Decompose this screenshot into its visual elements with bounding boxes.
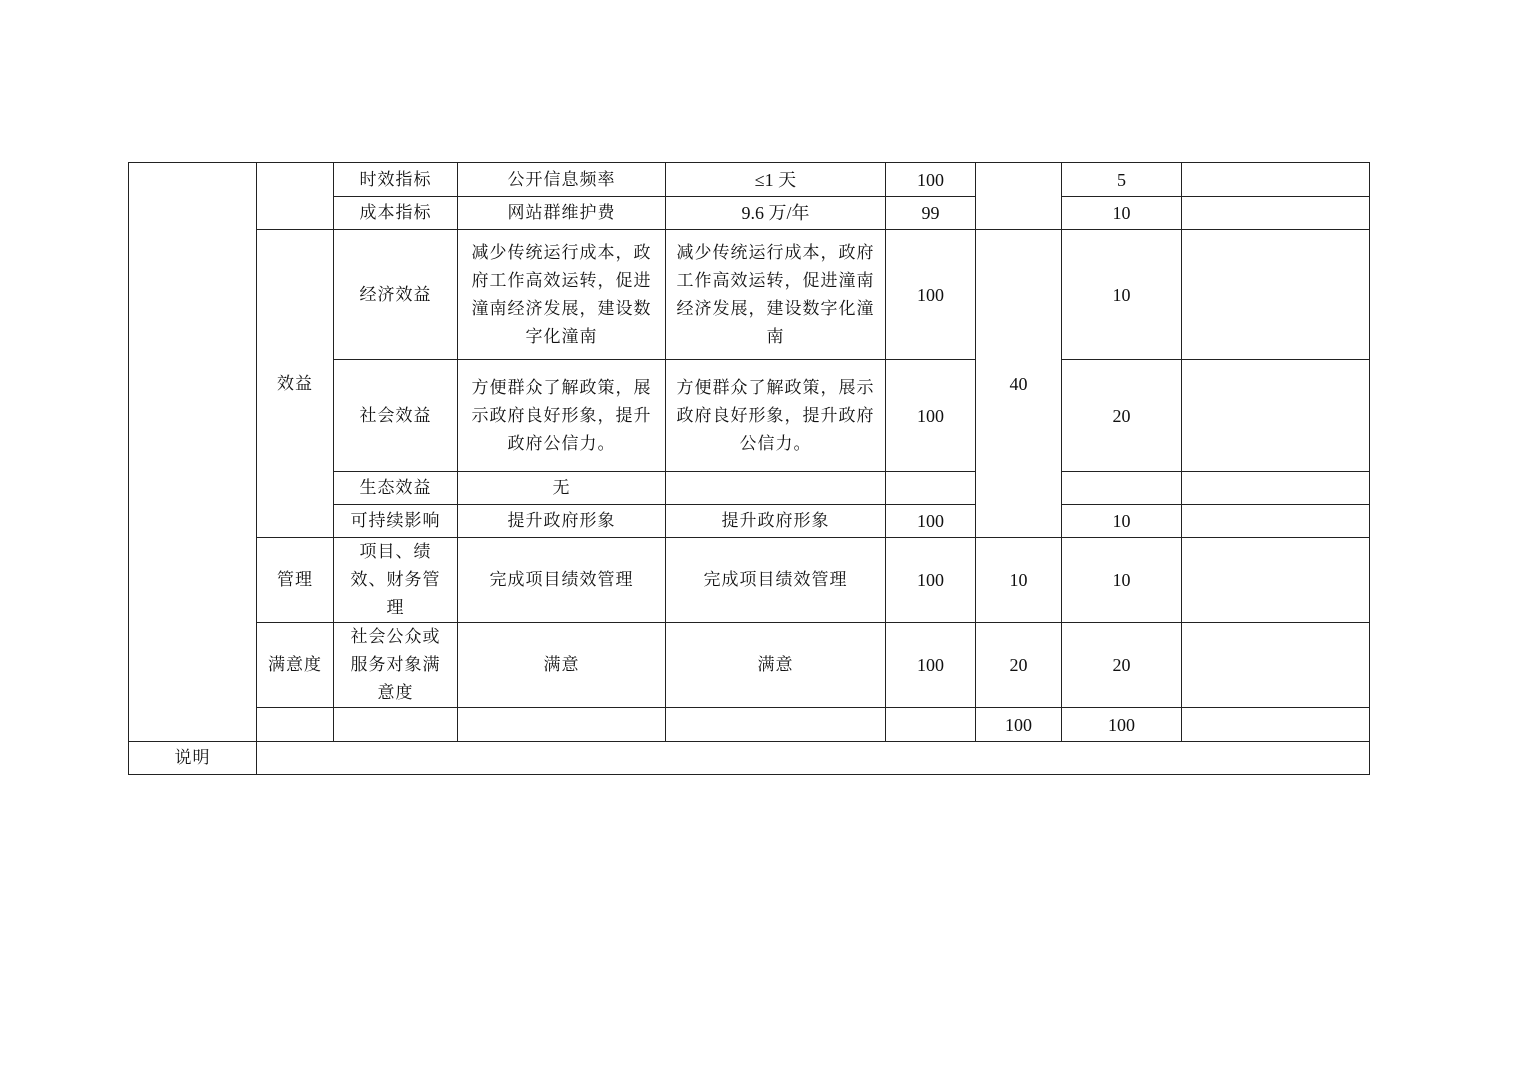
target-ecological	[666, 472, 886, 505]
table-row	[129, 230, 1370, 360]
category-satisfaction: 满意度	[257, 623, 334, 708]
target-satisfaction: 满意	[666, 623, 886, 708]
indicator-cost: 成本指标	[334, 197, 458, 230]
first-level-indicator-cell	[129, 163, 257, 742]
target-sustainable: 提升政府形象	[666, 505, 886, 538]
remarks-content	[257, 742, 1370, 775]
note-management	[1182, 538, 1370, 623]
performance-evaluation-table	[128, 162, 1370, 775]
indicator-economic: 经济效益	[334, 230, 458, 360]
weight-output-cell	[976, 163, 1062, 230]
table-row	[129, 163, 1370, 197]
table-row	[129, 538, 1370, 623]
indicator-ecological: 生态效益	[334, 472, 458, 505]
item-satisfaction: 满意	[458, 623, 666, 708]
table-row	[129, 708, 1370, 742]
item-sustainable: 提升政府形象	[458, 505, 666, 538]
item-management: 完成项目绩效管理	[458, 538, 666, 623]
score-sustainable: 10	[1062, 505, 1182, 538]
score-social: 20	[1062, 360, 1182, 472]
table-row	[129, 623, 1370, 708]
category-management: 管理	[257, 538, 334, 623]
actual-economic: 100	[886, 230, 976, 360]
target-management: 完成项目绩效管理	[666, 538, 886, 623]
target-economic: 减少传统运行成本，政府工作高效运转，促进潼南经济发展，建设数字化潼南	[666, 230, 886, 360]
target-timeliness: ≤1 天	[666, 163, 886, 197]
actual-satisfaction: 100	[886, 623, 976, 708]
actual-social: 100	[886, 360, 976, 472]
weight-management: 10	[976, 538, 1062, 623]
second-level-indicator-cell	[257, 163, 334, 230]
weight-satisfaction: 20	[976, 623, 1062, 708]
note-sustainable	[1182, 505, 1370, 538]
table-row	[129, 742, 1370, 775]
note-timeliness	[1182, 163, 1370, 197]
score-satisfaction: 20	[1062, 623, 1182, 708]
item-social: 方便群众了解政策，展示政府良好形象，提升政府公信力。	[458, 360, 666, 472]
indicator-satisfaction: 社会公众或服务对象满意度	[334, 623, 458, 708]
total-category-cell	[257, 708, 334, 742]
item-economic: 减少传统运行成本，政府工作高效运转，促进潼南经济发展，建设数字化潼南	[458, 230, 666, 360]
total-target-cell	[666, 708, 886, 742]
total-note-cell	[1182, 708, 1370, 742]
actual-sustainable: 100	[886, 505, 976, 538]
total-weight: 100	[976, 708, 1062, 742]
indicator-timeliness: 时效指标	[334, 163, 458, 197]
score-management: 10	[1062, 538, 1182, 623]
note-social	[1182, 360, 1370, 472]
indicator-sustainable: 可持续影响	[334, 505, 458, 538]
item-timeliness: 公开信息频率	[458, 163, 666, 197]
score-ecological	[1062, 472, 1182, 505]
note-ecological	[1182, 472, 1370, 505]
remarks-label: 说明	[129, 742, 257, 775]
item-cost: 网站群维护费	[458, 197, 666, 230]
weight-benefit: 40	[976, 230, 1062, 538]
actual-ecological	[886, 472, 976, 505]
note-satisfaction	[1182, 623, 1370, 708]
actual-cost: 99	[886, 197, 976, 230]
score-cost: 10	[1062, 197, 1182, 230]
total-indicator-cell	[334, 708, 458, 742]
total-item-cell	[458, 708, 666, 742]
note-economic	[1182, 230, 1370, 360]
indicator-management: 项目、绩效、财务管理	[334, 538, 458, 623]
score-economic: 10	[1062, 230, 1182, 360]
total-actual-cell	[886, 708, 976, 742]
target-cost: 9.6 万/年	[666, 197, 886, 230]
actual-timeliness: 100	[886, 163, 976, 197]
total-score: 100	[1062, 708, 1182, 742]
score-timeliness: 5	[1062, 163, 1182, 197]
indicator-social: 社会效益	[334, 360, 458, 472]
actual-management: 100	[886, 538, 976, 623]
item-ecological: 无	[458, 472, 666, 505]
target-social: 方便群众了解政策，展示政府良好形象，提升政府公信力。	[666, 360, 886, 472]
category-benefit: 效益	[257, 230, 334, 538]
note-cost	[1182, 197, 1370, 230]
